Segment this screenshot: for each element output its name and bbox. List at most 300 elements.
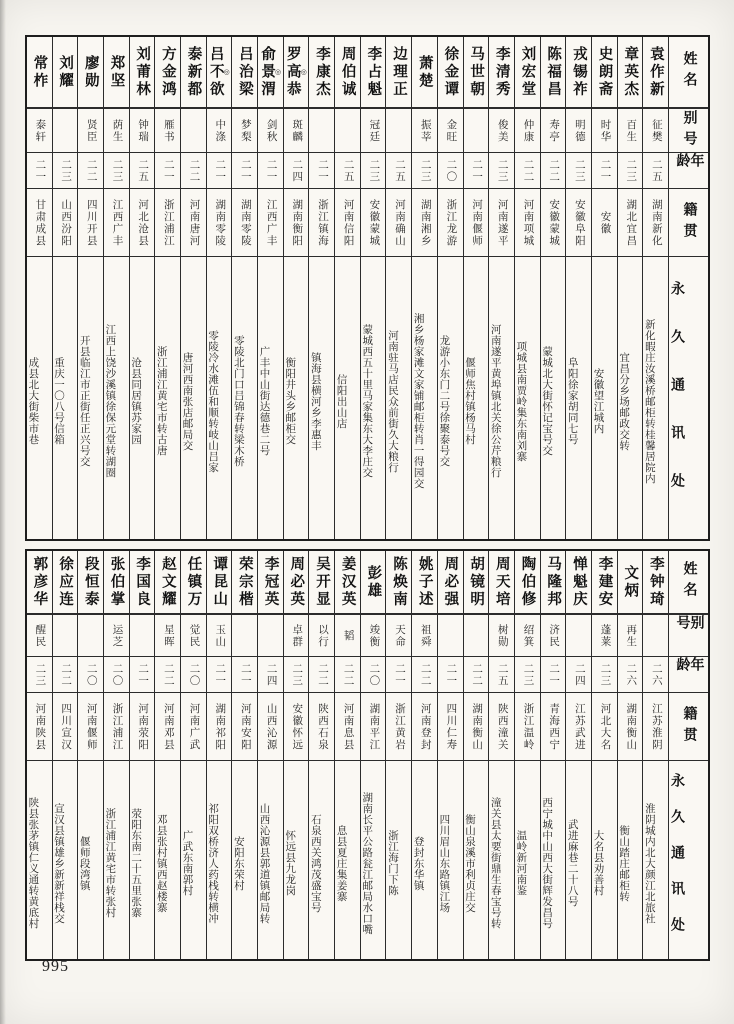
age-cell-text: 二二 — [548, 158, 560, 183]
header-name: 姓名 — [669, 37, 708, 109]
origin-cell — [361, 189, 386, 257]
age-cell-text: 二一 — [137, 662, 149, 687]
name-cell — [618, 551, 643, 615]
age-cell — [489, 153, 514, 189]
age-cell-text: 二〇 — [188, 662, 200, 687]
alias-cell-text: 泰轩 — [34, 118, 46, 143]
age-cell — [53, 657, 78, 693]
age-cell-text: 二五 — [137, 158, 149, 183]
name-cell-text: 李清秀 — [493, 45, 510, 99]
origin-cell — [566, 189, 591, 257]
person-column — [617, 37, 643, 539]
address-cell-text: 阜阳徐家胡同七号 — [566, 357, 578, 445]
age-cell — [78, 657, 103, 693]
origin-cell-text: 四川开县 — [85, 198, 97, 247]
age-cell-text: 二三 — [496, 158, 508, 183]
age-cell — [386, 657, 411, 693]
age-cell — [618, 657, 643, 693]
age-cell — [566, 153, 591, 189]
person-column — [360, 37, 386, 539]
alias-cell-text: 竣衡 — [368, 623, 380, 648]
age-cell-text: 二一 — [239, 158, 251, 183]
age-cell — [155, 153, 180, 189]
age-cell-text: 二二 — [419, 662, 431, 687]
name-cell-text: 惮魁庆 — [570, 555, 587, 609]
alias-cell — [104, 109, 129, 153]
age-cell — [618, 153, 643, 189]
origin-cell — [541, 693, 566, 761]
age-cell-text: 二二 — [162, 662, 174, 687]
alias-cell-text: 天命 — [394, 623, 406, 648]
name-cell — [618, 37, 643, 109]
name-cell-text: 刘耀 — [57, 54, 74, 90]
origin-cell — [592, 189, 617, 257]
address-cell — [335, 761, 360, 959]
address-cell — [258, 761, 283, 959]
age-cell-text: 二二 — [85, 158, 97, 183]
age-cell — [284, 153, 309, 189]
person-column — [27, 551, 52, 959]
alias-cell — [438, 615, 463, 657]
alias-cell-text: 明德 — [573, 118, 585, 143]
person-column — [103, 37, 129, 539]
name-cell — [335, 37, 360, 109]
name-cell-text: 罗高恭 — [284, 45, 301, 99]
address-cell-text: 宣汉县镇雄乡新新祥栈交 — [53, 802, 64, 924]
name-cell-text: 常柞 — [31, 54, 48, 90]
name-cell-text: 刘莆林 — [134, 45, 151, 99]
age-cell-text: 二五 — [342, 158, 354, 183]
address-cell — [618, 761, 643, 959]
age-cell — [232, 657, 257, 693]
address-cell — [207, 257, 232, 539]
origin-cell-text: 江西广丰 — [265, 198, 277, 247]
origin-cell-text: 浙江温岭 — [522, 702, 534, 751]
age-cell — [515, 657, 540, 693]
origin-cell-text: 河南项城 — [522, 198, 534, 247]
age-cell-text: 二一 — [239, 662, 251, 687]
origin-cell — [104, 693, 129, 761]
name-cell-text: 边理正 — [391, 45, 408, 99]
address-cell — [309, 257, 334, 539]
person-column — [334, 37, 360, 539]
alias-cell — [181, 615, 206, 657]
name-cell-text: 周必强 — [442, 555, 459, 609]
age-cell-text: 二六 — [625, 662, 637, 687]
age-cell-text: 二一 — [394, 662, 406, 687]
origin-cell-text: 河南陕县 — [34, 702, 46, 751]
alias-cell-text: 振莘 — [419, 118, 431, 143]
address-cell-text: 安阳东荣村 — [232, 835, 244, 891]
address-cell — [361, 257, 386, 539]
name-cell-text: 陈福昌 — [545, 45, 562, 99]
origin-cell — [130, 189, 155, 257]
origin-cell-text: 浙江浦江 — [111, 702, 123, 751]
alias-cell-text: 斑麟 — [291, 118, 303, 143]
alias-cell-text: 梦梨 — [239, 118, 251, 143]
age-cell-text: 二三 — [522, 662, 534, 687]
name-cell — [53, 551, 78, 615]
person-column — [488, 551, 514, 959]
alias-cell-text: 绍箕 — [522, 623, 534, 648]
address-cell — [515, 257, 540, 539]
name-cell-text: 马世朝 — [468, 45, 485, 99]
age-cell-text: 二四 — [291, 158, 303, 183]
age-cell — [130, 657, 155, 693]
name-cell — [438, 551, 463, 615]
age-cell-text: 二二 — [342, 662, 354, 687]
origin-cell — [464, 693, 489, 761]
alias-cell — [258, 615, 283, 657]
header-origin: 籍贯 — [669, 693, 708, 761]
name-cell-text: 姚子述 — [416, 555, 433, 609]
alias-cell — [438, 109, 463, 153]
address-cell — [335, 257, 360, 539]
alias-cell — [541, 615, 566, 657]
address-cell — [155, 761, 180, 959]
address-cell-text: 龙游小东门二号徐聚泰号交 — [438, 335, 450, 467]
age-cell-text: 二三 — [599, 662, 611, 687]
name-cell-text: 谭昆山 — [211, 555, 228, 609]
address-cell-text: 怀远县九龙岗 — [284, 830, 296, 896]
alias-cell — [207, 109, 232, 153]
origin-cell — [412, 693, 437, 761]
origin-cell-text: 江苏淮阴 — [650, 702, 662, 751]
age-cell-text: 二六 — [650, 662, 662, 687]
age-cell-text: 二一 — [548, 662, 560, 687]
name-cell-text: 吴开显 — [313, 555, 330, 609]
age-cell — [232, 153, 257, 189]
address-cell-text: 镇海县横河乡李惠丰 — [309, 351, 321, 451]
age-cell-text: 二一 — [445, 662, 457, 687]
alias-cell — [412, 109, 437, 153]
origin-cell-text: 河南荥阳 — [137, 702, 149, 751]
origin-cell-text: 河南广武 — [188, 702, 200, 751]
origin-cell-text: 湖南零陵 — [214, 198, 226, 247]
address-cell-text: 唐河西南张店邮局交 — [181, 351, 193, 451]
person-column — [206, 551, 232, 959]
age-cell — [361, 657, 386, 693]
name-annotation-mark: ◎ — [274, 68, 283, 76]
age-cell-text: 二三 — [625, 158, 637, 183]
alias-cell-text: 荫生 — [111, 118, 123, 143]
address-cell-text: 湘乡杨家滩文家铺邮柜转肖一得园交 — [412, 313, 424, 489]
alias-cell-text: 卓群 — [291, 623, 303, 648]
name-cell — [566, 37, 591, 109]
alias-cell-text: 觉民 — [188, 623, 200, 648]
age-cell — [130, 153, 155, 189]
alias-cell — [181, 109, 206, 153]
person-column — [540, 37, 566, 539]
origin-cell-text: 湖南祁阳 — [214, 702, 226, 751]
address-cell — [515, 761, 540, 959]
age-cell — [438, 153, 463, 189]
person-column — [308, 551, 334, 959]
person-column — [411, 551, 437, 959]
origin-cell-text: 四川宣汉 — [60, 702, 72, 751]
origin-cell — [489, 189, 514, 257]
scan-edge-shadow — [0, 0, 6, 1024]
alias-cell — [592, 615, 617, 657]
age-cell-text: 二三 — [368, 158, 380, 183]
address-cell-text: 祁阳双桥济人药栈转横冲 — [207, 802, 219, 924]
directory-table-top — [25, 35, 710, 541]
address-cell-text: 偃师焦村镇杨马村 — [464, 357, 475, 445]
address-cell-text: 成县北大街柴市巷 — [27, 357, 39, 445]
origin-cell — [27, 693, 52, 761]
origin-cell — [618, 693, 643, 761]
name-cell — [412, 37, 437, 109]
age-cell-text: 二二 — [188, 158, 200, 183]
alias-cell — [643, 615, 668, 657]
name-cell — [78, 551, 103, 615]
name-cell-text: 吕治梁 — [236, 45, 253, 99]
person-column — [565, 37, 591, 539]
name-cell — [27, 37, 52, 109]
address-cell-text: 衡山踏庄邮柜转 — [618, 824, 630, 902]
name-cell-text: 刘宏堂 — [519, 45, 536, 99]
origin-cell-text: 河南登封 — [419, 702, 431, 751]
age-cell — [181, 153, 206, 189]
origin-cell — [181, 189, 206, 257]
name-cell — [284, 551, 309, 615]
name-cell — [464, 551, 489, 615]
name-cell-text: 周伯诚 — [339, 45, 356, 99]
header-origin: 籍贯 — [669, 189, 708, 257]
name-cell-text: 史朗斋 — [596, 45, 613, 99]
alias-cell-text: 中涤 — [214, 118, 226, 143]
name-cell-text: 李冠英 — [262, 555, 279, 609]
alias-cell-text: 钟瑞 — [137, 118, 149, 143]
address-cell-text: 衡山泉溪市利贞庄交 — [464, 813, 475, 913]
name-cell — [386, 37, 411, 109]
age-cell — [78, 153, 103, 189]
person-column — [334, 551, 360, 959]
address-cell-text: 湖南长平公路瓮江邮局水口嘴 — [361, 791, 373, 935]
address-cell — [566, 257, 591, 539]
alias-cell — [515, 615, 540, 657]
address-cell — [78, 257, 103, 539]
origin-cell-text: 河南信阳 — [342, 198, 354, 247]
name-cell — [464, 37, 489, 109]
age-cell — [412, 657, 437, 693]
alias-cell — [335, 109, 360, 153]
name-cell — [232, 551, 257, 615]
header-address: 永久通讯处 — [669, 773, 684, 953]
age-cell-text: 二一 — [316, 158, 328, 183]
origin-cell — [207, 189, 232, 257]
person-column — [437, 37, 463, 539]
alias-cell-text: 俊美 — [496, 118, 508, 143]
address-cell-text: 大名县劝善村 — [592, 830, 604, 896]
origin-cell-text: 陕西石泉 — [316, 702, 328, 751]
age-cell-text: 二五 — [650, 158, 662, 183]
name-cell-text: 章英杰 — [622, 45, 639, 99]
alias-cell — [361, 109, 386, 153]
address-cell-text: 信阳出山店 — [335, 373, 347, 429]
address-cell — [489, 257, 514, 539]
age-cell — [361, 153, 386, 189]
address-cell — [309, 761, 334, 959]
origin-cell-text: 湖北宜昌 — [625, 198, 637, 247]
alias-cell — [335, 615, 360, 657]
age-cell — [643, 657, 668, 693]
address-cell — [284, 761, 309, 959]
name-cell-text: 郭彦华 — [31, 555, 48, 609]
origin-cell-text: 陕西潼关 — [496, 702, 508, 751]
address-cell-text: 广武东南郭村 — [181, 830, 193, 896]
alias-cell — [489, 615, 514, 657]
origin-cell-text: 湖南平江 — [368, 702, 380, 751]
alias-cell — [27, 109, 52, 153]
name-cell — [27, 551, 52, 615]
origin-cell — [335, 693, 360, 761]
origin-cell — [258, 693, 283, 761]
alias-cell — [232, 615, 257, 657]
person-column — [129, 37, 155, 539]
alias-cell-text: 寿亭 — [548, 118, 560, 143]
name-cell — [489, 551, 514, 615]
name-cell — [361, 551, 386, 615]
origin-cell — [438, 693, 463, 761]
name-cell — [207, 37, 232, 109]
name-cell — [438, 37, 463, 109]
origin-cell-text: 河南偃师 — [85, 702, 97, 751]
person-column — [77, 37, 103, 539]
address-cell-text: 零陵北门口吕锦春转梁木桥 — [232, 335, 244, 467]
age-cell-text: 二〇 — [111, 662, 123, 687]
person-column — [437, 551, 463, 959]
alias-cell — [284, 109, 309, 153]
age-cell-text: 二一 — [599, 158, 611, 183]
name-cell — [541, 551, 566, 615]
origin-cell — [53, 693, 78, 761]
address-cell — [541, 257, 566, 539]
age-cell — [438, 657, 463, 693]
age-cell — [155, 657, 180, 693]
address-cell — [181, 761, 206, 959]
name-cell — [258, 551, 283, 615]
age-cell — [489, 657, 514, 693]
origin-cell-text: 山西汾阳 — [60, 198, 72, 247]
address-cell-text: 息县夏庄集姜寨 — [335, 824, 347, 902]
name-cell-text: 吕不欲 — [207, 45, 224, 99]
address-cell — [386, 761, 411, 959]
name-cell-text: 李康杰 — [313, 45, 330, 99]
address-cell-text: 四川眉山东路镇江场 — [438, 813, 450, 913]
name-cell — [515, 37, 540, 109]
person-column — [540, 551, 566, 959]
name-cell — [643, 37, 668, 109]
origin-cell — [361, 693, 386, 761]
person-column — [231, 551, 257, 959]
origin-cell-text: 安徽蒙城 — [368, 198, 380, 247]
name-cell — [592, 37, 617, 109]
name-cell — [181, 551, 206, 615]
person-column — [385, 37, 411, 539]
age-cell — [258, 153, 283, 189]
address-cell — [566, 761, 591, 959]
origin-cell — [541, 189, 566, 257]
person-column — [154, 551, 180, 959]
address-cell-text: 潼关县太要街鼎生春宝号转 — [489, 797, 501, 929]
address-cell — [232, 761, 257, 959]
age-cell-text: 二二 — [316, 662, 328, 687]
alias-cell — [130, 109, 155, 153]
age-cell-text: 二四 — [573, 662, 585, 687]
alias-cell — [515, 109, 540, 153]
person-column — [283, 551, 309, 959]
origin-cell — [155, 189, 180, 257]
age-cell-text: 二〇 — [368, 662, 380, 687]
address-cell-text: 浙江海门下陈 — [386, 830, 398, 896]
address-cell — [104, 761, 129, 959]
origin-cell — [284, 693, 309, 761]
alias-cell — [489, 109, 514, 153]
origin-cell — [489, 693, 514, 761]
name-cell-text: 荣宗楷 — [236, 555, 253, 609]
name-cell — [53, 37, 78, 109]
alias-cell — [464, 109, 489, 153]
origin-cell-text: 湖南衡阳 — [291, 198, 303, 247]
origin-cell-text: 河南息县 — [342, 702, 354, 751]
age-cell — [27, 657, 52, 693]
address-cell — [27, 257, 52, 539]
alias-cell — [232, 109, 257, 153]
address-cell-text: 重庆一〇八号信箱 — [53, 357, 64, 445]
header-column — [668, 37, 708, 539]
alias-cell — [618, 109, 643, 153]
name-cell-text: 徐金谭 — [442, 45, 459, 99]
address-cell-text: 河南驻马店民众前街久大粮行 — [386, 329, 398, 473]
origin-cell — [78, 693, 103, 761]
age-cell — [104, 657, 129, 693]
age-cell-text: 二〇 — [85, 662, 97, 687]
origin-cell — [53, 189, 78, 257]
age-cell-text: 二一 — [471, 158, 483, 183]
age-cell — [643, 153, 668, 189]
alias-cell — [386, 615, 411, 657]
age-cell — [412, 153, 437, 189]
name-cell — [207, 551, 232, 615]
origin-cell-text: 河南偃师 — [471, 198, 483, 247]
origin-cell — [207, 693, 232, 761]
origin-cell — [438, 189, 463, 257]
name-cell-text: 张伯掌 — [108, 555, 125, 609]
alias-cell-text: 济民 — [548, 623, 560, 648]
alias-cell-text: 冠廷 — [368, 118, 380, 143]
name-cell-text: 李建安 — [596, 555, 613, 609]
person-column — [52, 37, 78, 539]
origin-cell — [78, 189, 103, 257]
page-number: 995 — [42, 958, 69, 975]
alias-cell — [309, 109, 334, 153]
name-cell — [643, 551, 668, 615]
address-cell-text: 武进麻巷二十八号 — [566, 819, 578, 907]
header-column — [668, 551, 708, 959]
name-cell-text: 文炳 — [622, 564, 639, 600]
person-column — [283, 37, 309, 539]
alias-cell-text: 韬 — [342, 629, 354, 642]
person-column — [257, 37, 283, 539]
alias-cell — [566, 109, 591, 153]
person-column — [565, 551, 591, 959]
origin-cell-text: 河南遂平 — [496, 198, 508, 247]
person-column — [617, 551, 643, 959]
address-cell — [361, 761, 386, 959]
address-cell-text: 河南遂平黄埠镇北关徐公芹粮行 — [489, 324, 501, 478]
age-cell — [309, 657, 334, 693]
